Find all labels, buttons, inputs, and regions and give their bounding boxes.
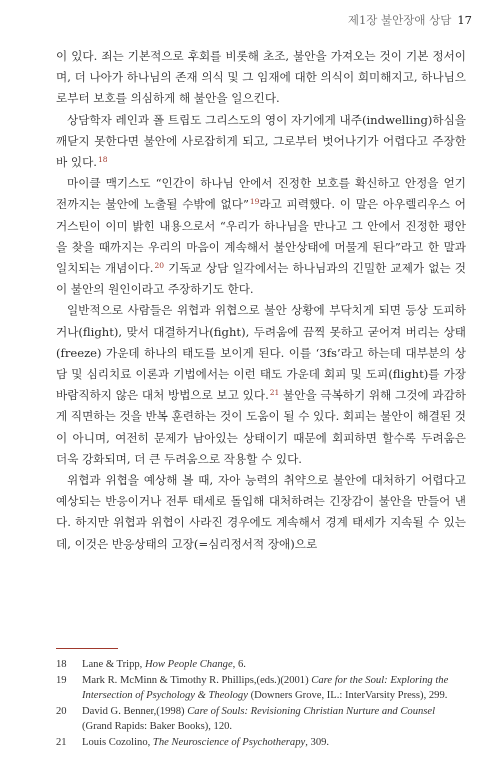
- footnote-item: [56, 736, 466, 750]
- paragraph-text: 이 있다. 죄는 기본적으로 후회를 비롯해 초조, 불안을 가져오는 것이 기본 정서이며, 더 나아가 하나님의 존재 의식 및 그 임재에 대한 의식이 희미해지고, 하나님으로부터 보호를 의심하게 해 불안을 일으킨다.: [56, 49, 466, 106]
- paragraph-text: 불안을 극복하기 위해 그것에 과감하게 직면하는 것을 반복 훈련하는 것이 도움이 될 수 있다. 회피는 불안이 해결된 것이 아니며, 여전히 문제가 남아있는 상태이기 때문에 회피하면 할수록 두려움은 더욱 강화되며, 더 큰 두려움으로 작용할 수 있다.: [56, 388, 466, 466]
- citation-title: How People Change: [144, 659, 233, 670]
- paragraph: [56, 110, 466, 174]
- citation-text: , 6.: [232, 659, 246, 670]
- paragraph-text: 위협과 위협을 예상해 볼 때, 자아 능력의 취약으로 불안에 대처하기 어렵다고 예상되는 반응이거나 전투 태세로 돌입해 대처하려는 긴장감이 불안을 만들어 낸다. 하지만 위협과 위협이 사라진 경우에도 계속해서 경계 태세가 지속될 수 있는데, 이것은 반응상태의 고장(=심리정서적 장애)으로: [56, 473, 466, 551]
- footnote-marker[interactable]: 20: [154, 261, 164, 271]
- citation-text: Louis Cozolino,: [82, 737, 153, 749]
- paragraph-text: 일반적으로 사람들은 위협과 위협으로 불안 상황에 부닥치게 되면 등상 도피하거나(flight), 맞서 대결하거나(fight), 두려움에 끔찍 못하고 굳어져 버리는 상태(freeze) 가운데 하나의 태도를 보이게 된다. 이를 ‘3fs’라고 하는데 대부분의 상담 및 심리치료 이론과 기법에서는 이런 태도 가운데 회피 및 도피(flight)를 가장 바람직하지 않은 대처 방법으로 보고 있다.: [56, 303, 466, 403]
- citation-text: , 309.: [305, 737, 330, 749]
- footnote-text: [82, 658, 466, 672]
- footnote-number: 19: [56, 675, 67, 687]
- footnote-item: [56, 658, 466, 672]
- paragraph: [56, 46, 466, 110]
- footnote-text: [82, 705, 466, 734]
- footnote-number: 21: [56, 737, 67, 749]
- footnotes: [56, 658, 466, 752]
- running-header: [348, 12, 472, 28]
- footnote-text: [82, 674, 466, 703]
- footnote-divider: [56, 648, 118, 649]
- footnote-number: 18: [56, 659, 67, 670]
- paragraph: [56, 173, 466, 300]
- paragraph-text: 라고 피력했다. 이 말은 아우렐리우스 어거스틴이 이미 밝힌 내용으로서 “우리가 하나님을 만나고 그 안에서 진정한 평안을 찾을 때까지는 우리의 마음이 계속해서 불안상태에 머물게 된다”라고 한 말과 일치되는 개념이다.: [56, 197, 466, 276]
- footnote-number: 20: [56, 706, 67, 718]
- citation-title: Care for the Soul: Exploring the Intersection of Psychology & Theology: [82, 675, 449, 701]
- footnote-marker[interactable]: 21: [269, 388, 280, 398]
- citation-text: Mark R. McMinn & Timothy R. Phillips,(eds.)(2001): [82, 675, 312, 687]
- citation-text: David G. Benner,(1998): [82, 706, 188, 718]
- citation-text: (Downers Grove, IL.: InterVarsity Press), 299.: [247, 689, 448, 701]
- citation-text: Lane & Tripp,: [82, 659, 145, 670]
- paragraph: [56, 470, 466, 555]
- citation-text: (Grand Rapids: Baker Books), 120.: [82, 720, 233, 732]
- chapter-title: 제1장 불안장애 상담: [347, 13, 452, 27]
- footnote-marker[interactable]: 18: [97, 155, 108, 165]
- footnote-item: [56, 674, 466, 703]
- footnote-marker[interactable]: 19: [249, 197, 260, 207]
- body-text: [56, 46, 466, 555]
- citation-title: Care of Souls: Revisioning Christian Nurture and Counsel: [187, 706, 436, 718]
- paragraph-text: 기독교 상담 일각에서는 하나님과의 긴밀한 교제가 없는 것이 불안의 원인이라고 주장하기도 한다.: [56, 261, 466, 297]
- paragraph: [56, 300, 466, 470]
- paragraph-text: 마이클 맥기스도 “인간이 하나님 안에서 진정한 보호를 확신하고 안정을 얻기 전까지는 불안에 노출될 수밖에 없다”: [56, 176, 466, 212]
- page-number: 17: [457, 13, 472, 27]
- footnote-item: [56, 705, 466, 734]
- paragraph-text: 상담학자 레인과 폴 트립도 그리스도의 영이 자기에게 내주(indwelling)하심을 깨닫지 못한다면 불안에 사로잡히게 되고, 그로부터 벗어나기가 어렵다고 주장한 바 있다.: [56, 112, 466, 170]
- citation-title: The Neuroscience of Psychotherapy: [152, 737, 306, 749]
- footnote-text: [82, 736, 466, 750]
